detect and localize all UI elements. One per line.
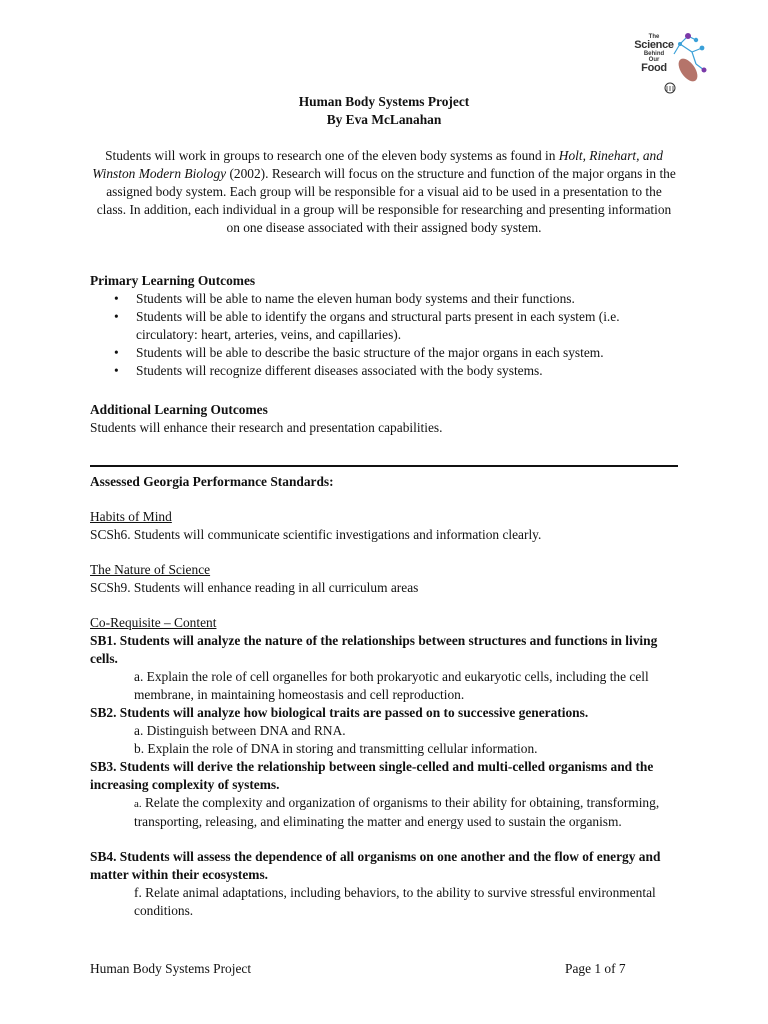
- list-item: [90, 290, 680, 308]
- sb1-item-a: a. Explain the role of cell organelles for both prokaryotic and eukaryotic cells, including the cell membrane, in maintaining homeostasis and cell reproduction.: [134, 669, 649, 702]
- habits-heading: Habits of Mind: [90, 509, 172, 524]
- sb2-heading: SB2. Students will analyze how biological traits are passed on to successive generations.: [90, 705, 589, 720]
- additional-outcomes-heading: Additional Learning Outcomes: [90, 402, 268, 417]
- standard-sb3: [90, 758, 680, 831]
- sb3-heading: SB3. Students will derive the relationship between single-celled and multi-celled organisms and the increasing complexity of systems.: [90, 759, 654, 792]
- nature-text: SCSh9. Students will enhance reading in all curriculum areas: [90, 580, 419, 595]
- list-item: [90, 308, 680, 344]
- logo-wordmark: [632, 34, 676, 74]
- document-author: By Eva McLanahan: [326, 112, 442, 127]
- intro-paragraph: [90, 147, 678, 237]
- list-item: [90, 344, 680, 362]
- footer-title: Human Body Systems Project: [90, 961, 252, 976]
- standard-sb2: [90, 704, 680, 758]
- sb4-item-f: f. Relate animal adaptations, including behaviors, to the ability to survive stressful environmental conditions.: [134, 885, 656, 918]
- intro-book-title: Holt, Rinehart, and Winston Modern Biology: [92, 148, 663, 181]
- sb2-item-a: a. Distinguish between DNA and RNA.: [134, 723, 346, 738]
- primary-outcomes-list: [90, 290, 680, 380]
- logo-line-4: Our: [648, 57, 660, 63]
- primary-outcomes-heading: Primary Learning Outcomes: [90, 273, 256, 288]
- logo-line-3: Behind: [643, 51, 665, 57]
- habits-text: SCSh6. Students will communicate scientific investigations and information clearly.: [90, 527, 542, 542]
- standards-heading: Assessed Georgia Performance Standards:: [90, 474, 334, 489]
- outcome-text: Students will be able to name the eleven human body systems and their functions.: [136, 291, 575, 306]
- additional-outcomes-text: Students will enhance their research and presentation capabilities.: [90, 420, 443, 435]
- standard-sb1: [90, 632, 680, 704]
- sb3-item-a-letter: a.: [134, 798, 142, 810]
- section-divider: [90, 465, 678, 467]
- logo-line-5: Food: [641, 62, 667, 74]
- outcome-text: Students will recognize different diseases associated with the body systems.: [136, 363, 543, 378]
- bullet-icon: •: [114, 291, 119, 306]
- science-food-logo: [630, 30, 708, 100]
- bullet-icon: •: [114, 363, 119, 378]
- logo-line-1: The: [648, 34, 660, 40]
- list-item: [90, 362, 680, 380]
- standard-sb4: [90, 848, 680, 920]
- sb2-item-b: b. Explain the role of DNA in storing and transmitting cellular information.: [134, 741, 538, 756]
- bullet-icon: •: [114, 345, 119, 360]
- sb1-heading: SB1. Students will analyze the nature of the relationships between structures and functions in living cells.: [90, 633, 658, 666]
- intro-part-1: Students will work in groups to research one of the eleven body systems as found in: [105, 148, 559, 163]
- outcome-text: Students will be able to describe the basic structure of the major organs in each system.: [136, 345, 604, 360]
- page-number: Page 1 of 7: [565, 961, 626, 976]
- coreq-heading: Co-Requisite – Content: [90, 615, 217, 630]
- bullet-icon: •: [114, 309, 119, 324]
- outcome-text: Students will be able to identify the organs and structural parts present in each system (i.e. circulatory: heart, arteries, veins, and capillaries).: [136, 309, 620, 342]
- document-title: Human Body Systems Project: [298, 94, 470, 109]
- sb4-heading: SB4. Students will assess the dependence of all organisms on one another and the flow of energy and matter within their ecosystems.: [90, 849, 661, 882]
- sb3-item-a-text: Relate the complexity and organization of organisms to their ability for obtaining, transforming, transporting, releasing, and eliminating the matter and energy used to sustain the organism.: [134, 795, 660, 829]
- intro-part-2: (2002). Research will focus on the structure and function of the major organs in the assigned body system. Each group will be responsible for a visual aid to be used in a presentation to the class. In addition, each individual in a group will be responsible for researching and presenting information on one disease associated with their assigned body system.: [96, 166, 676, 235]
- logo-line-2: Science: [634, 39, 674, 51]
- sb3-item-a: [90, 794, 680, 831]
- nature-heading: The Nature of Science: [90, 562, 211, 577]
